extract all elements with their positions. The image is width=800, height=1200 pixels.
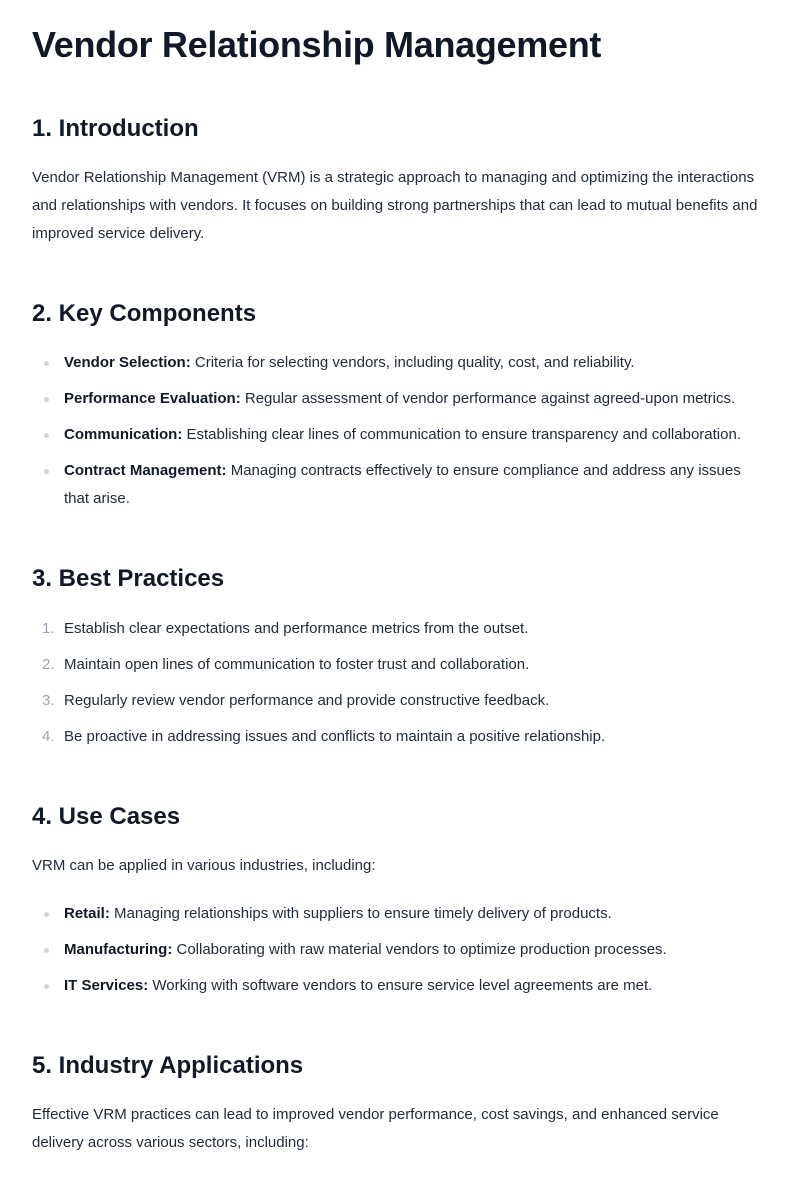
section-heading: 4. Use Cases <box>32 802 181 830</box>
list-item <box>32 651 768 679</box>
list-item-text: Regularly review vendor performance and provide constructive feedback. <box>64 691 550 709</box>
list-item-term: Communication: <box>64 426 183 444</box>
bullet-icon <box>44 361 49 366</box>
bullet-icon <box>44 433 49 438</box>
list-item-text: Establish clear expectations and performance metrics from the outset. <box>64 619 529 637</box>
bullet-icon <box>44 469 49 474</box>
list-item-text: Collaborating with raw material vendors to optimize production processes. <box>172 940 667 958</box>
list-item-text: Managing contracts effectively to ensure compliance and address any issues that arise. <box>64 462 741 508</box>
bullet-icon <box>44 397 49 402</box>
list-item <box>32 900 768 928</box>
list-item <box>32 421 768 449</box>
section-best-practices <box>32 563 768 750</box>
list-item-text: Working with software vendors to ensure service level agreements are met. <box>148 976 653 994</box>
list-item-term: Performance Evaluation: <box>64 390 241 408</box>
list-item <box>32 687 768 715</box>
list-item-text: Establishing clear lines of communication to ensure transparency and collaboration. <box>182 426 741 444</box>
list-item-term: IT Services: <box>64 976 149 994</box>
list-number: 2. <box>42 655 55 673</box>
list-item <box>32 349 768 377</box>
list-item-text: Maintain open lines of communication to foster trust and collaboration. <box>64 655 530 673</box>
bullet-icon <box>44 912 49 917</box>
section-introduction <box>32 113 768 248</box>
section-heading: 1. Introduction <box>32 115 199 142</box>
list-item-term: Vendor Selection: <box>64 354 191 372</box>
bullet-list <box>32 349 768 513</box>
bullet-icon <box>44 948 49 953</box>
section-paragraph: VRM can be applied in various industries, including: <box>32 856 376 874</box>
list-item-text: Criteria for selecting vendors, including quality, cost, and reliability. <box>190 354 635 372</box>
list-item <box>32 972 768 1000</box>
numbered-list <box>32 615 768 751</box>
list-item-term: Retail: <box>64 904 110 922</box>
list-number: 3. <box>42 691 55 709</box>
section-heading: 3. Best Practices <box>32 565 225 593</box>
list-item-term: Manufacturing: <box>64 940 173 958</box>
list-item <box>32 723 768 751</box>
bullet-icon <box>44 984 49 989</box>
list-number: 1. <box>42 619 55 637</box>
list-item <box>32 936 768 964</box>
section-industry-applications <box>32 1050 768 1157</box>
list-item-text: Regular assessment of vendor performance against agreed-upon metrics. <box>240 390 736 408</box>
section-paragraph: Effective VRM practices can lead to improved vendor performance, cost savings, and enhanced service delivery across various sectors, including: <box>32 1105 719 1151</box>
list-item <box>32 385 768 413</box>
section-heading: 5. Industry Applications <box>32 1051 304 1079</box>
list-item-text: Be proactive in addressing issues and conflicts to maintain a positive relationship. <box>64 727 606 745</box>
bullet-list <box>32 900 768 1000</box>
list-item <box>32 615 768 643</box>
section-key-components <box>32 298 768 513</box>
list-item-term: Contract Management: <box>64 462 227 480</box>
section-use-cases <box>32 801 768 1000</box>
list-number: 4. <box>42 727 55 745</box>
section-heading: 2. Key Components <box>32 300 257 328</box>
list-item-text: Managing relationships with suppliers to ensure timely delivery of products. <box>109 904 612 922</box>
section-paragraph: Vendor Relationship Management (VRM) is a strategic approach to managing and optimizing the interactions and relationships with vendors. It focuses on building strong partnerships that can lead to mutual benefits and improved service delivery. <box>32 169 758 243</box>
page-title: Vendor Relationship Management <box>32 24 602 65</box>
list-item <box>32 457 768 513</box>
